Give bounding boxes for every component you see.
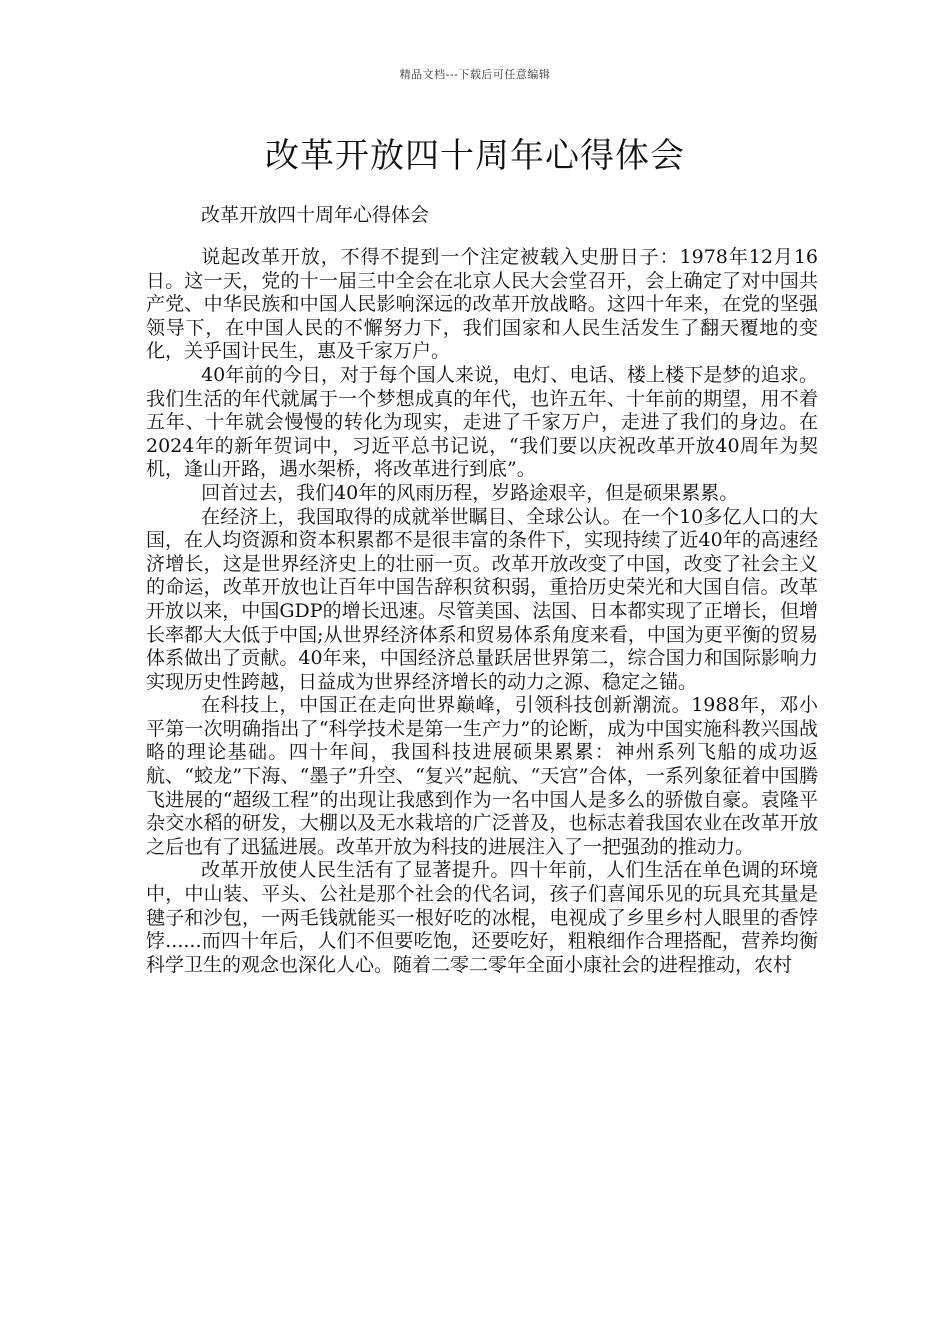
paragraph-living-standards: 改革开放使人民生活有了显著提升。四十年前，人们生活在单色调的环境中，中山装、平头、公社是那个社会的代名词，孩子们喜闻乐见的玩具充其量是毽子和沙包，一两毛钱就能买一根好吃的冰棍，电视成了乡里乡村人眼里的香饽饽......而四十年后，人们不但要吃饱，还要吃好，粗粮细作合理搭配，营养均衡科学卫生的观念也深化人心。随着二零二零年全面小康社会的进程推动，农村 bbox=[146, 859, 818, 976]
paragraph-review: 回首过去，我们40年的风雨历程，岁路途艰辛，但是硕果累累。 bbox=[201, 481, 739, 504]
paragraph-technology: 在科技上，中国正在走向世界巅峰，引领科技创新潮流。1988年，邓小平第一次明确指出了“科学技术是第一生产力”的论断，成为中国实施科教兴国战略的理论基础。四十年间，我国科技进展硕果累累：神州系列飞船的成功返航、“蛟龙”下海、“墨子”升空、“复兴”起航、“天宫”合体，一系列象征着中国腾飞进展的“超级工程”的出现让我感到作为一名中国人是多么的骄傲自豪。袁隆平杂交水稻的研发，大棚以及无水栽培的广泛普及，也标志着我国农业在改革开放之后也有了迅猛进展。改革开放为科技的进展注入了一把强劲的推动力。 bbox=[146, 694, 818, 858]
document-title: 改革开放四十周年心得体会 bbox=[265, 136, 685, 176]
document-body bbox=[146, 246, 818, 977]
paragraph-forty-years-ago: 40年前的今日，对于每个国人来说，电灯、电话、楼上楼下是梦的追求。我们生活的年代就属于一个梦想成真的年代，也许五年、十年前的期望，用不着五年、十年就会慢慢的转化为现实，走进了千家万户，走进了我们的身边。在2024年的新年贺词中，习近平总书记说，“我们要以庆祝改革开放40周年为契机，逢山开路，遇水架桥，将改革进行到底”。 bbox=[146, 363, 818, 481]
paragraph-economy: 在经济上，我国取得的成就举世瞩目、全球公认。在一个10多亿人口的大国，在人均资源和资本积累都不是很丰富的条件下，实现持续了近40年的高速经济增长，这是世界经济史上的壮丽一页。改革开放改变了中国，改变了社会主义的命运，改革开放也让百年中国告辞积贫积弱，重拾历史荣光和大国自信。改革开放以来，中国GDP的增长迅速。尽管美国、法国、日本都实现了正增长，但增长率都大大低于中国;从世界经济体系和贸易体系角度来看，中国为更平衡的贸易体系做出了贡献。40年来，中国经济总量跃居世界第二，综合国力和国际影响力实现历史性跨越，日益成为世界经济增长的动力之源、稳定之锚。 bbox=[146, 505, 818, 693]
document-subtitle: 改革开放四十周年心得体会 bbox=[201, 204, 430, 226]
paragraph-intro: 说起改革开放，不得不提到一个注定被载入史册日子：1978年12月16日。这一天，党的十一届三中全会在北京人民大会堂召开，会上确定了对中国共产党、中华民族和中国人民影响深远的改革开放战略。这四十年来，在党的坚强领导下，在中国人民的不懈努力下，我们国家和人民生活发生了翻天覆地的变化，关乎国计民生，惠及千家万户。 bbox=[146, 246, 818, 363]
header-note: 精品文档---下载后可任意编辑 bbox=[399, 68, 551, 81]
